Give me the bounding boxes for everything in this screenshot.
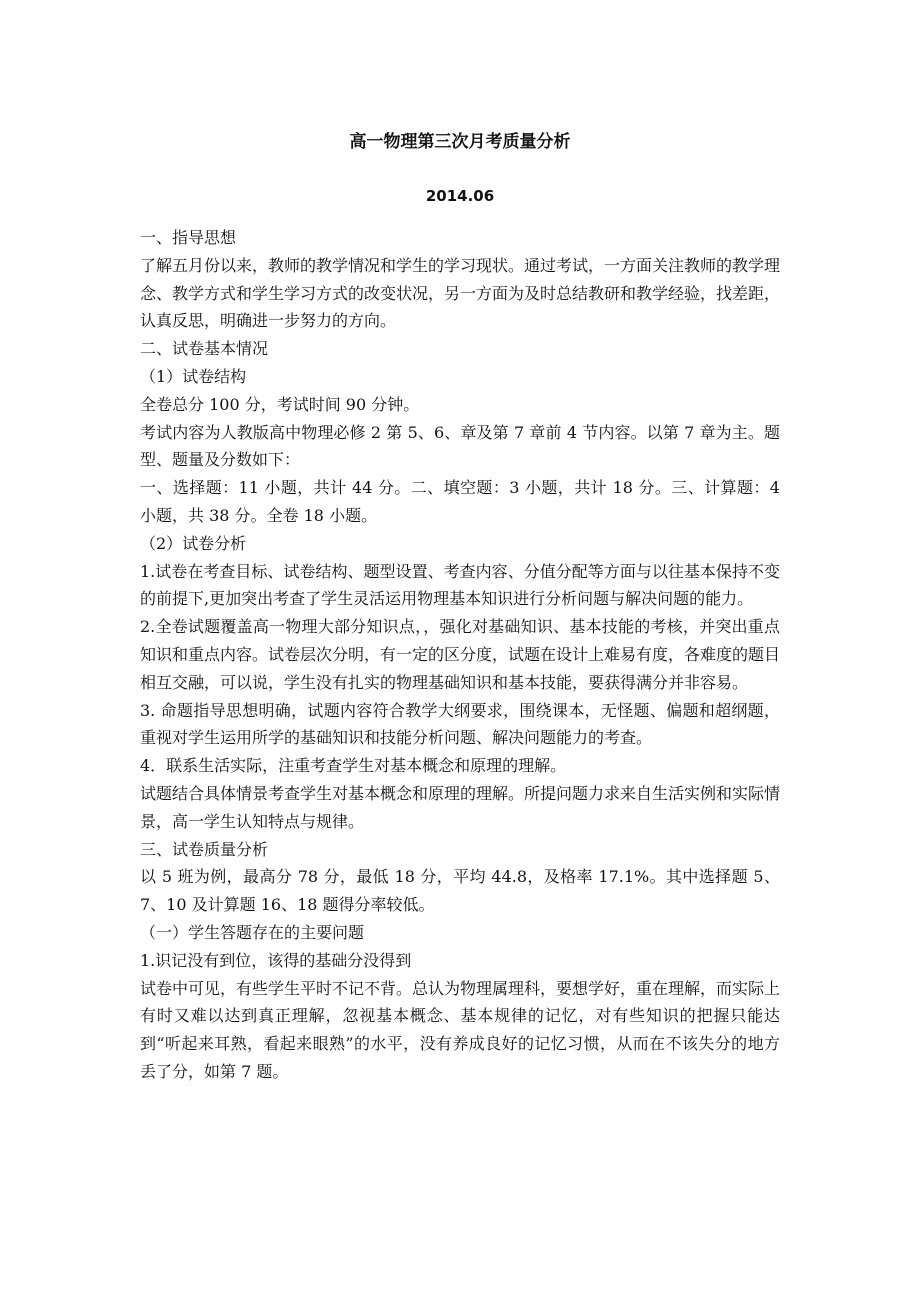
paragraph-analysis-1: 1.试卷在考查目标、试卷结构、题型设置、考查内容、分值分配等方面与以往基本保持不变的前提下,更加突出考查了学生灵活运用物理基本知识进行分析问题与解决问题的能力。 xyxy=(140,561,780,609)
paragraph-total-score: 全卷总分 100 分，考试时间 90 分钟。 xyxy=(140,394,420,414)
paragraph-real-life: 试题结合具体情景考查学生对基本概念和原理的理解。所提问题力求来自生活实例和实际情景，高一学生认知特点与规律。 xyxy=(140,783,781,831)
heading-guiding-idea: 一、指导思想 xyxy=(140,228,237,247)
paragraph-class-stats: 以 5 班为例，最高分 78 分，最低 18 分，平均 44.8，及格率 17.1%。其中选择题 5、7、10 及计算题 16、18 题得分率较低。 xyxy=(140,867,780,915)
heading-quality-analysis: 三、试卷质量分析 xyxy=(140,839,269,859)
document-date: 2014.06 xyxy=(425,187,495,205)
paragraph-question-types: 一、选择题：11 小题，共计 44 分。二、填空题：3 小题，共计 18 分。三、计算题：4 小题，共 38 分。全卷 18 小题。 xyxy=(140,478,780,525)
subheading-paper-structure: （1）试卷结构 xyxy=(140,366,247,386)
paragraph-analysis-3: 3. 命题指导思想明确，试题内容符合教学大纲要求，围绕课本，无怪题、偏题和超纲题，重视对学生运用所学的基础知识和技能分析问题、解决问题能力的考查。 xyxy=(140,700,780,748)
paragraph-exam-content: 考试内容为人教版高中物理必修 2 第 5、6、章及第 7 章前 4 节内容。以第 7 章为主。题型、题量及分数如下： xyxy=(140,422,780,470)
subheading-main-problems: （一）学生答题存在的主要问题 xyxy=(140,922,365,942)
document-body xyxy=(140,224,780,1086)
subheading-problem-1: 1.识记没有到位，该得的基础分没得到 xyxy=(140,950,412,970)
subheading-paper-analysis: （2）试卷分析 xyxy=(140,533,247,553)
paragraph-purpose: 了解五月份以来，教师的教学情况和学生的学习现状。通过考试，一方面关注教师的教学理念、教学方式和学生学习方式的改变状况，另一方面为及时总结教研和教学经验，找差距，认真反思，明确进一步努力的方向。 xyxy=(140,255,781,331)
heading-paper-basics: 二、试卷基本情况 xyxy=(140,339,269,359)
document-title: 高一物理第三次月考质量分析 xyxy=(349,132,571,152)
paragraph-analysis-4: 4．联系生活实际，注重考查学生对基本概念和原理的理解。 xyxy=(140,756,567,776)
paragraph-problem-1-detail: 试卷中可见，有些学生平时不记不背。总认为物理属理科，要想学好，重在理解，而实际上有时又难以达到真正理解，忽视基本概念、基本规律的记忆，对有些知识的把握只能达到“听起来耳熟，看起来眼熟”的水平，没有养成良好的记忆习惯，从而在不该失分的地方丢了分，如第 7 题。 xyxy=(140,978,781,1081)
paragraph-analysis-2: 2.全卷试题覆盖高一物理大部分知识点，，强化对基础知识、基本技能的考核，并突出重点知识和重点内容。试卷层次分明，有一定的区分度，试题在设计上难易有度，各难度的题目相互交融，可以说，学生没有扎实的物理基础知识和基本技能，要获得满分并非容易。 xyxy=(140,617,781,692)
